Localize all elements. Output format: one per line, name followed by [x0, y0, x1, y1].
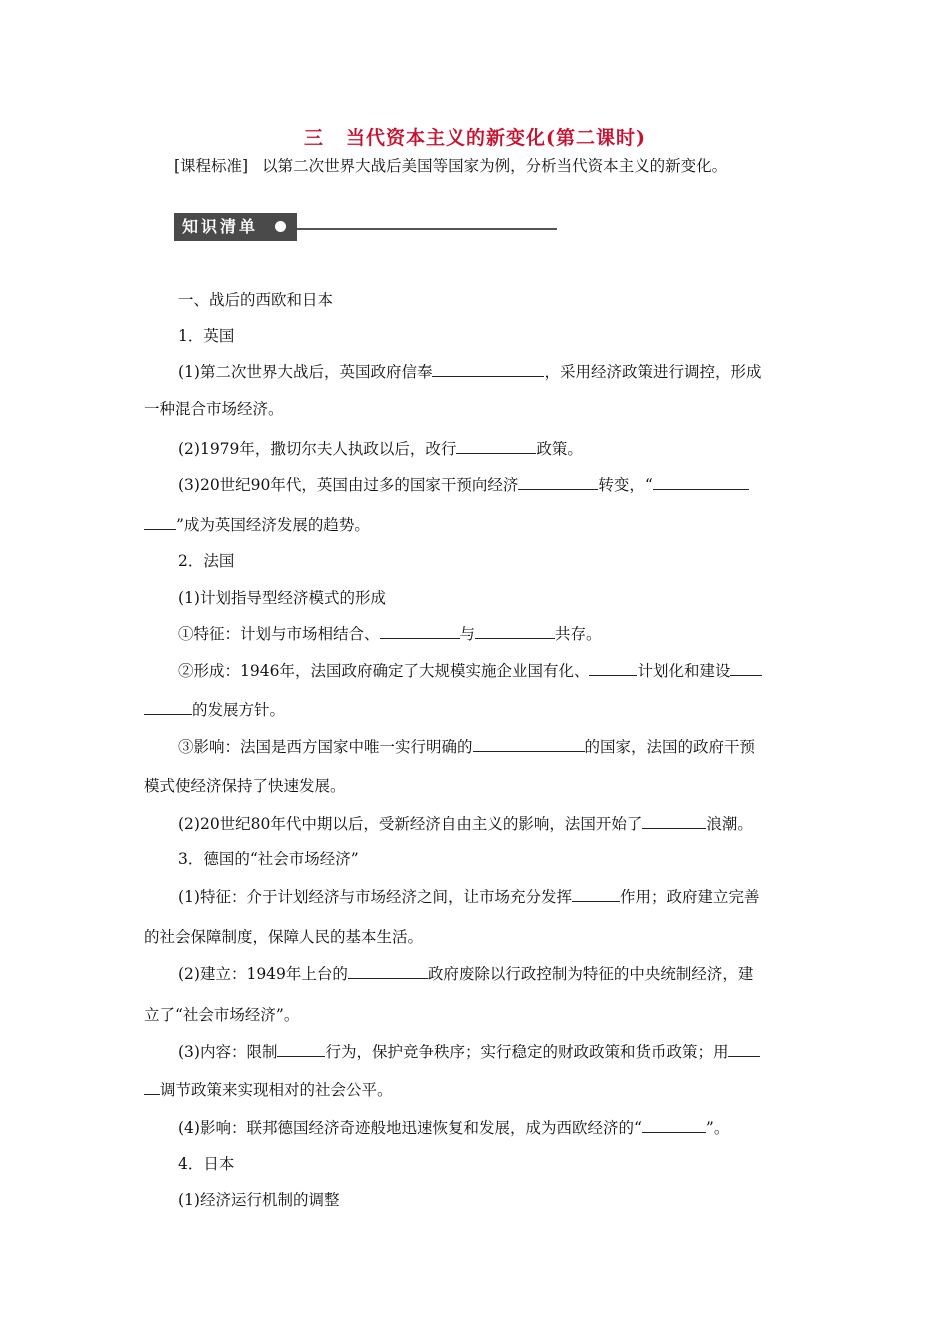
- text-segment: 浪潮。: [706, 815, 753, 833]
- fill-blank[interactable]: [475, 623, 555, 639]
- section-heading: 一、战后的西欧和日本: [178, 291, 334, 309]
- fill-blank[interactable]: [572, 886, 620, 902]
- fill-blank[interactable]: [728, 1041, 760, 1057]
- course-standard-tag: [课程标准]: [174, 157, 249, 175]
- france-influence-cont: 模式使经济保持了快速发展。: [144, 777, 346, 795]
- banner-label: 知识清单: [174, 213, 297, 241]
- title-text: 当代资本主义的新变化(第二课时): [346, 127, 646, 149]
- france-heading: 2．法国: [178, 552, 235, 570]
- text-segment: 共存。: [555, 625, 602, 643]
- text-segment: 的发展方针。: [192, 701, 286, 719]
- text-segment: ③影响：法国是西方国家中唯一实行明确的: [178, 738, 473, 756]
- text-segment: ②形成：1946年，法国政府确定了大规模实施企业国有化、: [178, 662, 590, 680]
- fill-blank[interactable]: [432, 361, 544, 377]
- text-segment: 政策。: [536, 440, 583, 458]
- uk-heading: 1．英国: [178, 327, 235, 345]
- fill-blank[interactable]: [730, 660, 762, 676]
- japan-subheading-1: (1)经济运行机制的调整: [178, 1191, 340, 1209]
- text-segment: 作用；政府建立完善: [619, 888, 760, 906]
- uk-paragraph-1: [178, 360, 761, 382]
- text-segment: (2)建立：1949年上台的: [178, 965, 348, 983]
- text-segment: 调节政策来实现相对的社会公平。: [160, 1081, 393, 1099]
- text-segment: (3)20世纪90年代，英国由过多的国家干预向经济: [178, 476, 519, 494]
- text-segment: ”。: [705, 1119, 730, 1137]
- france-feature: [178, 622, 602, 644]
- banner-dot-icon: [275, 221, 286, 232]
- germany-establishment: [178, 962, 753, 984]
- text-segment: ，采用经济政策进行调控，形成: [544, 363, 762, 381]
- fill-blank[interactable]: [589, 660, 637, 676]
- germany-feature: [178, 885, 759, 907]
- fill-blank[interactable]: [348, 963, 428, 979]
- text-segment: (1)第二次世界大战后，英国政府信奉: [178, 363, 433, 381]
- banner-rule: [297, 228, 557, 230]
- fill-blank[interactable]: [456, 438, 536, 454]
- text-segment: ”成为英国经济发展的趋势。: [176, 516, 370, 534]
- germany-content: [178, 1040, 760, 1062]
- germany-feature-cont: 的社会保障制度，保障人民的基本生活。: [144, 928, 424, 946]
- fill-blank[interactable]: [380, 623, 460, 639]
- fill-blank[interactable]: [473, 736, 585, 752]
- page-title: [0, 123, 950, 150]
- uk-paragraph-2: [178, 437, 583, 459]
- course-standard: [174, 154, 727, 176]
- text-segment: (1)特征：介于计划经济与市场经济之间，让市场充分发挥: [178, 888, 572, 906]
- text-segment: ①特征：计划与市场相结合、: [178, 625, 380, 643]
- fill-blank[interactable]: [277, 1041, 325, 1057]
- germany-establishment-cont: 立了“社会市场经济”。: [144, 1006, 300, 1024]
- text-segment: (2)20世纪80年代中期以后，受新经济自由主义的影响，法国开始了: [178, 815, 643, 833]
- text-segment: (3)内容：限制: [178, 1043, 278, 1061]
- fill-blank[interactable]: [144, 699, 192, 715]
- germany-content-cont: [144, 1078, 393, 1100]
- uk-paragraph-3-cont: [144, 513, 370, 535]
- japan-heading: 4．日本: [178, 1155, 235, 1173]
- fill-blank[interactable]: [144, 1079, 160, 1095]
- fill-blank[interactable]: [653, 474, 749, 490]
- france-influence: [178, 735, 755, 757]
- france-formation-cont: [144, 698, 285, 720]
- text-segment: 政府废除以行政控制为特征的中央统制经济，建: [427, 965, 754, 983]
- fill-blank[interactable]: [144, 514, 176, 530]
- text-segment: 的国家，法国的政府干预: [584, 738, 756, 756]
- france-subheading-1: (1)计划指导型经济模式的形成: [178, 589, 386, 607]
- fill-blank[interactable]: [642, 1117, 706, 1133]
- uk-paragraph-1-cont: 一种混合市场经济。: [144, 400, 284, 418]
- germany-heading: 3．德国的“社会市场经济”: [178, 850, 359, 868]
- fill-blank[interactable]: [642, 813, 706, 829]
- title-number: 三: [304, 127, 325, 149]
- text-segment: 转变，“: [598, 476, 653, 494]
- course-standard-text: 以第二次世界大战后美国等国家为例，分析当代资本主义的新变化。: [262, 157, 728, 175]
- text-segment: (2)1979年，撒切尔夫人执政以后，改行: [178, 440, 457, 458]
- france-paragraph-2: [178, 812, 753, 834]
- text-segment: (4)影响：联邦德国经济奇迹般地迅速恢复和发展，成为西欧经济的“: [178, 1119, 642, 1137]
- germany-influence: [178, 1116, 729, 1138]
- text-segment: 计划化和建设: [637, 662, 731, 680]
- france-formation: [178, 659, 762, 681]
- text-segment: 行为，保护竞争秩序；实行稳定的财政政策和货币政策；用: [325, 1043, 729, 1061]
- uk-paragraph-3: [178, 473, 749, 495]
- text-segment: 与: [459, 625, 476, 643]
- fill-blank[interactable]: [518, 474, 598, 490]
